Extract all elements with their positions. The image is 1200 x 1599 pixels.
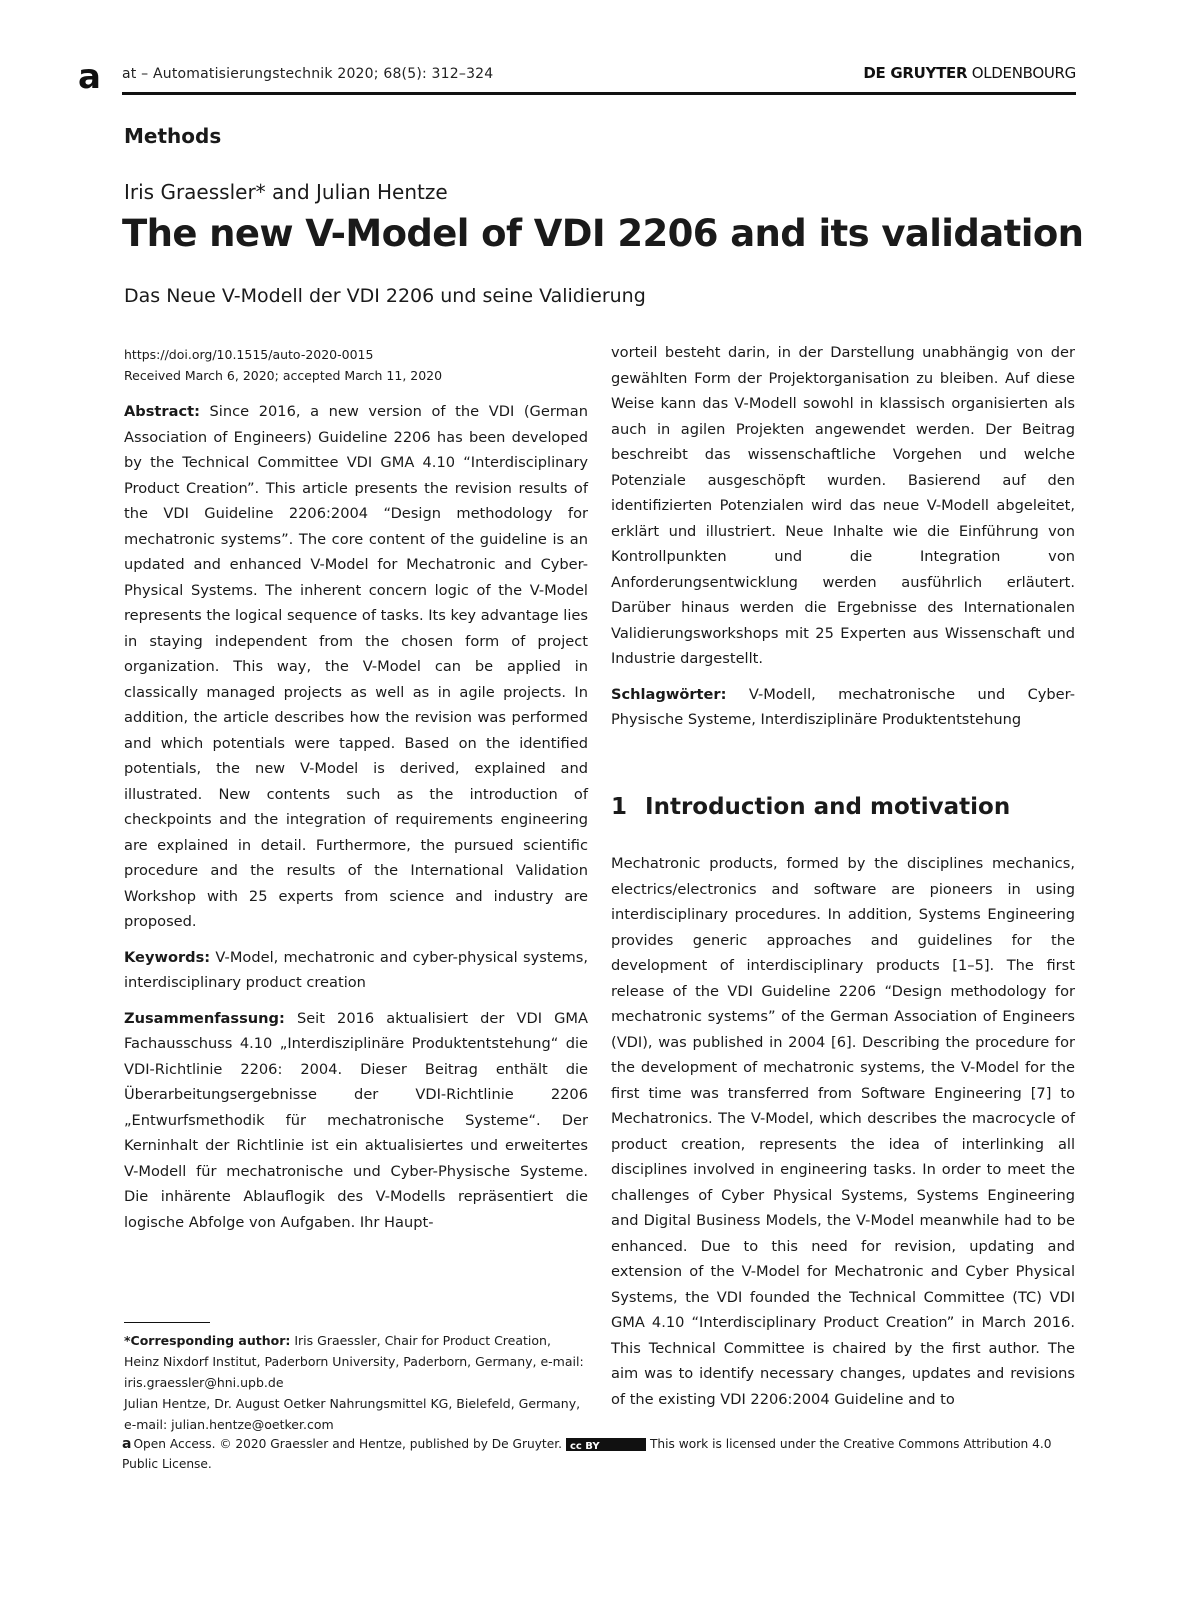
zusammenfassung: [124, 1006, 588, 1236]
license-line: [122, 1434, 1076, 1474]
abstract: [124, 399, 588, 935]
keywords-text: V-Model, mechatronic and cyber-physical systems, interdisciplinary product creation: [124, 948, 588, 991]
section-title: Introduction and motivation: [645, 794, 1011, 820]
section-label: Methods: [124, 124, 222, 148]
license-suffix: This work is licensed under the Creative Commons Attribution 4.0 Public License.: [122, 1437, 1052, 1471]
license-prefix: Open Access. © 2020 Graessler and Hentze, published by De Gruyter.: [133, 1437, 562, 1451]
zusammenfassung-text: Seit 2016 aktualisiert der VDI GMA Fachausschuss 4.10 „Interdisziplinäre Produktentstehung“ die VDI-Richtlinie 2206: 2004. Dieser Beitrag enthält die Überarbeitungsergebnisse der VDI-Richtlinie 2206 „Entwurfsmethodik für mechatronische Systeme“. Der Kerninhalt der Richtlinie ist ein aktualisiertes und erweitertes V-Modell für mechatronische und Cyber-Physische Systeme. Die inhärente Ablauflogik des V-Modells repräsentiert die logische Abfolge von Aufgaben. Ihr Haupt-: [124, 1009, 588, 1231]
publisher-rest: OLDENBOURG: [967, 64, 1076, 82]
schlagwoerter: [611, 682, 1075, 733]
schlagwoerter-label: Schlagwörter:: [611, 685, 727, 703]
footnotes: [124, 1330, 588, 1435]
publisher-name: [863, 64, 1076, 82]
footnote-rule: [124, 1322, 210, 1323]
zusammenfassung-continued: vorteil besteht darin, in der Darstellung unabhängig von der gewählten Form der Projektorganisation zu bleiben. Auf diese Weise kann das V-Modell sowohl in klassisch organisierten als auch in agilen Projekten angewendet werden. Der Beitrag beschreibt das wissenschaftliche Vorgehen und welche Potenziale ausgeschöpft wurden. Basierend auf den identifizierten Potenzialen wird das neue V-Modell abgeleitet, erklärt und illustriert. Neue Inhalte wie die Einführung von Kontrollpunkten und die Integration von Anforderungsentwicklung werden ausführlich erläutert. Darüber hinaus werden die Ergebnisse des Internationalen Validierungsworkshops mit 25 Experten aus Wissenschaft und Industrie dargestellt.: [611, 344, 1075, 667]
article-title: The new V-Model of VDI 2206 and its validation: [122, 212, 1084, 255]
cc-by-badge-icon[interactable]: [566, 1438, 646, 1451]
journal-citation: at – Automatisierungstechnik 2020; 68(5): 312–324: [122, 66, 494, 82]
abstract-label: Abstract:: [124, 403, 200, 420]
received-dates: Received March 6, 2020; accepted March 11, 2020: [124, 368, 443, 383]
left-column: [124, 399, 588, 1245]
zusammenfassung-label: Zusammenfassung:: [124, 1009, 285, 1027]
section-number: 1: [611, 794, 628, 820]
cc-badge-text: cc BY: [569, 1441, 600, 1452]
keywords: [124, 945, 588, 996]
corresponding-author: [124, 1330, 588, 1393]
intro-body: [611, 851, 1075, 1422]
abstract-text: Since 2016, a new version of the VDI (German Association of Engineers) Guideline 2206 has been developed by the Technical Committee VDI GMA 4.10 “Interdisciplinary Product Creation”. This article presents the revision results of the VDI Guideline 2206:2004 “Design methodology for mechatronic systems”. The core content of the guideline is an updated and enhanced V-Model for Mechatronic and Cyber-Physical Systems. The inherent concern logic of the V-Model represents the logical sequence of tasks. Its key advantage lies in staying independent from the chosen form of project organization. This way, the V-Model can be applied in classically managed projects as well as in agile projects. In addition, the article describes how the revision was performed and which potentials were tapped. Based on the identified potentials, the new V-Model is derived, explained and illustrated. New contents such as the introduction of checkpoints and the integration of requirements engineering are explained in detail. Furthermore, the pursued scientific procedure and the results of the International Validation Workshop with 25 experts from science and industry are proposed.: [124, 403, 588, 930]
corr-text: Iris Graessler, Chair for Product Creation, Heinz Nixdorf Institut, Paderborn University, Paderborn, Germany, e-mail: iris.graessler@hni.upb.de: [124, 1333, 584, 1390]
open-access-icon: a: [122, 1436, 132, 1452]
keywords-label: Keywords:: [124, 948, 211, 966]
corr-label: *Corresponding author:: [124, 1333, 291, 1348]
header-rule: [122, 92, 1076, 95]
article-meta: [124, 344, 442, 386]
right-column: [611, 340, 1075, 743]
article-subtitle: Das Neue V-Modell der VDI 2206 und seine Validierung: [124, 285, 646, 307]
authors: Iris Graessler* and Julian Hentze: [124, 180, 448, 204]
open-access-logo-icon: a: [78, 57, 101, 97]
doi-link[interactable]: https://doi.org/10.1515/auto-2020-0015: [124, 347, 374, 362]
intro-paragraph: Mechatronic products, formed by the disciplines mechanics, electrics/electronics and software are pioneers in using interdisciplinary procedures. In addition, Systems Engineering provides generic approaches and guidelines for the development of interdisciplinary products [1–5]. The first release of the VDI Guideline 2206 “Design methodology for mechatronic systems” of the German Association of Engineers (VDI), was published in 2004 [6]. Describing the procedure for the development of mechatronic systems, the V-Model for the first time was transferred from Software Engineering [7] to Mechatronics. The V-Model, which describes the macrocycle of product creation, represents the idea of interlinking all disciplines involved in engineering tasks. In order to meet the challenges of Cyber Physical Systems, Systems Engineering and Digital Business Models, the V-Model meanwhile had to be enhanced. Due to this need for revision, updating and extension of the V-Model for Mechatronic and Cyber Physical Systems, the VDI founded the Technical Committee (TC) VDI GMA 4.10 “Interdisciplinary Product Creation” in March 2016. This Technical Committee is chaired by the first author. The aim was to identify necessary changes, updates and revisions of the existing VDI 2206:2004 Guideline and to: [611, 855, 1075, 1408]
publisher-bold: DE GRUYTER: [863, 64, 968, 82]
section-heading: [611, 794, 1010, 820]
second-author: Julian Hentze, Dr. August Oetker Nahrungsmittel KG, Bielefeld, Germany, e-mail: julian.hentze@oetker.com: [124, 1396, 581, 1432]
schlagwoerter-text: V-Modell, mechatronische und Cyber-Physische Systeme, Interdisziplinäre Produktentstehung: [611, 685, 1075, 728]
